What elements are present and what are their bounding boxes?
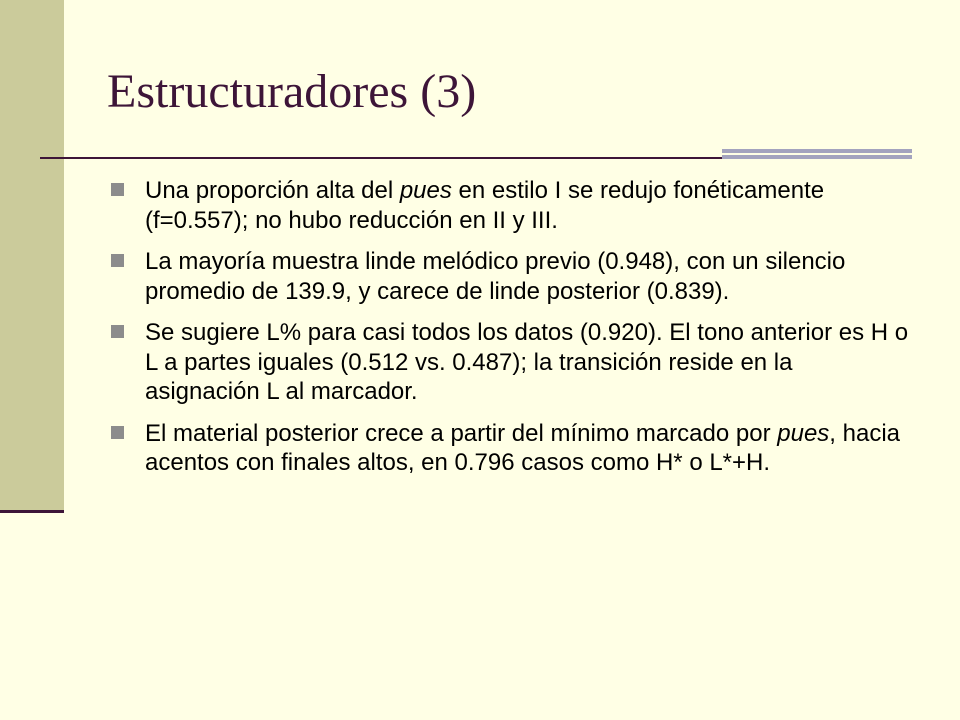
- bullet-text-segment: en estilo I se redujo fonéticamente (f=0.557); no hubo reducción en II y III.: [145, 177, 825, 234]
- bullet-item: [111, 318, 911, 407]
- bullet-text-segment: Se sugiere L% para casi todos los datos (0.920). El tono anterior es H o L a partes iguales (0.512 vs. 0.487); la transición reside en la asignación L al marcador.: [145, 319, 909, 405]
- bullet-text-segment: , hacia acentos con finales altos, en 0.796 casos como H* o L*+H.: [145, 419, 901, 476]
- left-decorative-band: [0, 0, 64, 510]
- square-bullet-icon: [111, 254, 124, 267]
- title-divider-accent-stripe: [722, 155, 912, 159]
- bullet-text-segment: La mayoría muestra linde melódico previo (0.948), con un silencio promedio de 139.9, y carece de linde posterior (0.839).: [145, 248, 846, 305]
- square-bullet-icon: [111, 325, 124, 338]
- title-divider-accent: [722, 149, 912, 165]
- bullet-item: [111, 247, 911, 306]
- bullet-item: [111, 176, 911, 235]
- bullet-text: [145, 248, 845, 305]
- slide-title: Estructuradores (3): [107, 65, 477, 118]
- bullet-text-segment-italic: pues: [399, 177, 452, 204]
- bullet-text: [145, 177, 824, 234]
- bullet-list: [111, 176, 911, 490]
- bullet-text-segment: El material posterior crece a partir del mínimo marcado por: [145, 419, 778, 447]
- bullet-text-segment-italic: pues: [777, 419, 830, 447]
- square-bullet-icon: [111, 426, 124, 439]
- left-band-underline: [0, 510, 64, 513]
- square-bullet-icon: [111, 183, 124, 196]
- bullet-text-segment: Una proporción alta del: [145, 177, 400, 204]
- title-divider-accent-stripe: [722, 149, 912, 153]
- bullet-item: [111, 419, 911, 478]
- bullet-text: [145, 420, 900, 477]
- bullet-text: [145, 319, 908, 405]
